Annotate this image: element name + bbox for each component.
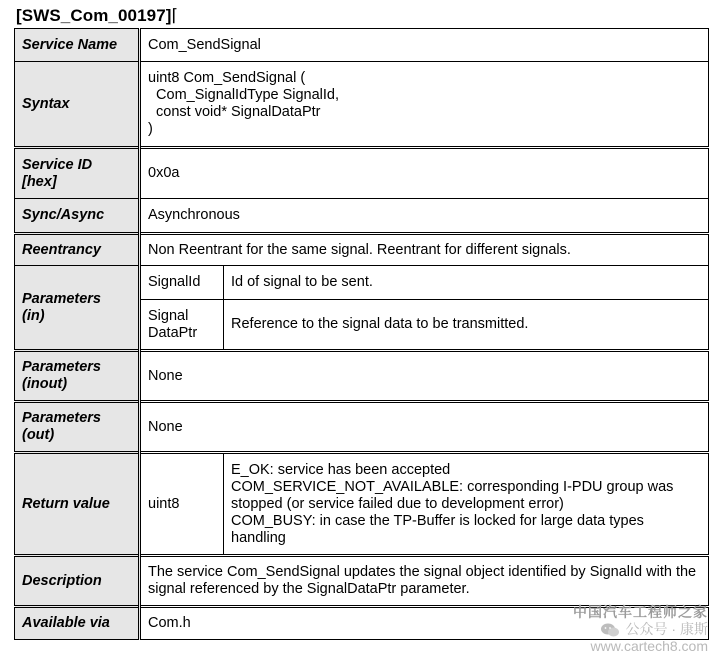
value-service-name: Com_SendSignal — [140, 29, 709, 62]
watermark-site: www.cartech8.com — [590, 638, 708, 654]
requirement-id — [16, 6, 178, 26]
label-description: Description — [15, 556, 140, 607]
param-desc: Id of signal to be sent. — [224, 266, 709, 300]
row-params-in-1 — [15, 266, 709, 300]
value-syntax: uint8 Com_SendSignal ( Com_SignalIdType SignalId, const void* SignalDataPtr ) — [140, 62, 709, 148]
param-name: Signal DataPtr — [140, 300, 224, 351]
label-syntax: Syntax — [15, 62, 140, 148]
param-name: SignalId — [140, 266, 224, 300]
value-description: The service Com_SendSignal updates the signal object identified by SignalId with the signal referenced by the SignalDataPtr parameter. — [140, 556, 709, 607]
value-reentrancy: Non Reentrant for the same signal. Reentrant for different signals. — [140, 234, 709, 266]
requirement-id-text: [SWS_Com_00197] — [16, 6, 172, 25]
watermark-prefix: 公众号 · 康斯 — [625, 621, 708, 637]
watermark — [573, 604, 708, 655]
value-params-inout: None — [140, 351, 709, 402]
row-service-id — [15, 148, 709, 199]
label-params-inout: Parameters (inout) — [15, 351, 140, 402]
label-params-out: Parameters (out) — [15, 402, 140, 453]
watermark-title: 中国汽车工程师之家 — [573, 604, 708, 620]
row-description — [15, 556, 709, 607]
label-sync-async: Sync/Async — [15, 199, 140, 234]
param-desc: Reference to the signal data to be transmitted. — [224, 300, 709, 351]
row-service-name — [15, 29, 709, 62]
api-spec-table — [14, 28, 709, 640]
label-return-value: Return value — [15, 453, 140, 556]
value-params-out: None — [140, 402, 709, 453]
row-params-out — [15, 402, 709, 453]
row-syntax — [15, 62, 709, 148]
row-params-inout — [15, 351, 709, 402]
label-reentrancy: Reentrancy — [15, 234, 140, 266]
requirement-open-bracket: ⌈ — [171, 6, 179, 25]
row-return-value — [15, 453, 709, 556]
label-params-in: Parameters (in) — [15, 266, 140, 351]
label-service-name: Service Name — [15, 29, 140, 62]
value-service-id: 0x0a — [140, 148, 709, 199]
label-available-via: Available via — [15, 607, 140, 640]
watermark-row — [573, 621, 708, 638]
return-desc: E_OK: service has been accepted COM_SERVICE_NOT_AVAILABLE: corresponding I-PDU group was stopped (or service failed due to development error) COM_BUSY: in case the TP-Buffer is locked for large data types handling — [224, 453, 709, 556]
return-type: uint8 — [140, 453, 224, 556]
wechat-icon — [600, 622, 620, 638]
value-sync-async: Asynchronous — [140, 199, 709, 234]
label-service-id: Service ID [hex] — [15, 148, 140, 199]
row-sync-async — [15, 199, 709, 234]
row-reentrancy — [15, 234, 709, 266]
value-available-via: Com.h — [140, 607, 709, 640]
